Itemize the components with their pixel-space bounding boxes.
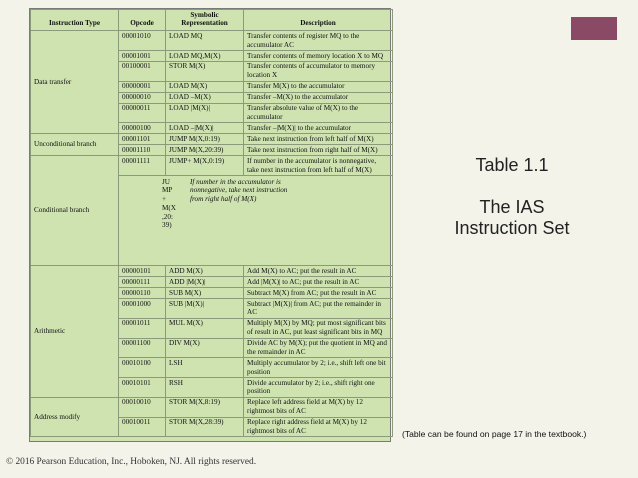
- title-line-ias: The IAS: [479, 196, 545, 217]
- opcode-cell: 00001010: [119, 31, 166, 51]
- textbook-footnote: (Table can be found on page 17 in the textbook.): [402, 429, 587, 439]
- opcode-cell: 00001000: [119, 299, 166, 319]
- description-cell: Multiply M(X) by MQ; put most significant bits of result in AC, put least significant bits in MQ: [244, 318, 393, 338]
- symbolic-cell: ADD M(X): [166, 266, 244, 277]
- symbolic-cell: JUMP M(X,20:39): [166, 145, 244, 156]
- header-instruction-type: Instruction Type: [31, 10, 119, 31]
- opcode-cell: 00000010: [119, 92, 166, 103]
- decorative-accent-box: [571, 17, 617, 40]
- opcode-cell: 00000110: [119, 288, 166, 299]
- nested-symbolic-line: M(X: [162, 203, 176, 212]
- nested-symbolic-line: JU: [162, 177, 170, 186]
- description-cell: Transfer contents of memory location X to MQ: [244, 50, 393, 61]
- opcode-cell: 00000011: [119, 103, 166, 123]
- description-cell: Take next instruction from left half of M(X): [244, 134, 393, 145]
- nested-description: If number in the accumulator is nonnegative, take next instruction from right half of M(X): [190, 177, 288, 204]
- instruction-table: [30, 9, 393, 437]
- opcode-cell: 00000100: [119, 123, 166, 134]
- description-cell: Transfer absolute value of M(X) to the accumulator: [244, 103, 393, 123]
- description-cell: Transfer M(X) to the accumulator: [244, 81, 393, 92]
- opcode-cell: 00001101: [119, 134, 166, 145]
- nested-instruction: [122, 178, 389, 231]
- description-cell: Add |M(X)| to AC; put the result in AC: [244, 277, 393, 288]
- description-cell: Transfer –M(X) to the accumulator: [244, 92, 393, 103]
- table-row: [31, 397, 393, 417]
- symbolic-cell: LSH: [166, 358, 244, 378]
- symbolic-cell: SUB |M(X)|: [166, 299, 244, 319]
- symbolic-cell: LOAD MQ: [166, 31, 244, 51]
- title-spacer: [412, 177, 612, 197]
- symbolic-cell: LOAD –M(X): [166, 92, 244, 103]
- table-header-row: [31, 10, 393, 31]
- opcode-cell: 00100001: [119, 61, 166, 81]
- symbolic-cell: LOAD M(X): [166, 81, 244, 92]
- symbolic-cell: JUMP+ M(X,0:19): [166, 156, 244, 176]
- symbolic-cell: JUMP M(X,0:19): [166, 134, 244, 145]
- description-cell: Divide accumulator by 2; i.e., shift right one position: [244, 378, 393, 398]
- opcode-cell: 00001001: [119, 50, 166, 61]
- symbolic-cell: STOR M(X,28:39): [166, 417, 244, 437]
- symbolic-cell: LOAD |M(X)|: [166, 103, 244, 123]
- description-cell: Add M(X) to AC; put the result in AC: [244, 266, 393, 277]
- description-cell: Transfer contents of register MQ to the accumulator AC: [244, 31, 393, 51]
- symbolic-cell: LOAD –|M(X)|: [166, 123, 244, 134]
- opcode-cell: 00010100: [119, 358, 166, 378]
- instruction-type-cell: Arithmetic: [31, 266, 119, 398]
- nested-symbolic-line: MP: [162, 186, 173, 195]
- copyright-notice: © 2016 Pearson Education, Inc., Hoboken, NJ. All rights reserved.: [6, 457, 257, 467]
- description-cell: Multiply accumulator by 2; i.e., shift left one bit position: [244, 358, 393, 378]
- instruction-type-cell: Address modify: [31, 397, 119, 437]
- opcode-cell: 00000111: [119, 277, 166, 288]
- nested-symbolic: [162, 178, 180, 231]
- symbolic-cell: LOAD MQ,M(X): [166, 50, 244, 61]
- description-cell: Replace right address field at M(X) by 12 rightmost bits of AC: [244, 417, 393, 437]
- ias-instruction-table: [29, 8, 391, 442]
- description-cell: Divide AC by M(X); put the quotient in MQ and the remainder in AC: [244, 338, 393, 358]
- header-description: Description: [244, 10, 393, 31]
- symbolic-cell: STOR M(X,8:19): [166, 397, 244, 417]
- nested-instruction-cell: [119, 175, 393, 265]
- nested-symbolic-line: 39): [162, 221, 172, 230]
- instruction-type-cell: Unconditional branch: [31, 134, 119, 156]
- description-cell: Subtract M(X) from AC; put the result in AC: [244, 288, 393, 299]
- symbolic-cell: ADD |M(X)|: [166, 277, 244, 288]
- description-cell: Take next instruction from right half of M(X): [244, 145, 393, 156]
- nested-symbolic-line: +: [162, 195, 167, 204]
- description-cell: Subtract |M(X)| from AC; put the remainder in AC: [244, 299, 393, 319]
- header-opcode: Opcode: [119, 10, 166, 31]
- opcode-cell: 00001100: [119, 338, 166, 358]
- description-cell: Transfer contents of accumulator to memory location X: [244, 61, 393, 81]
- symbolic-cell: STOR M(X): [166, 61, 244, 81]
- table-row: [31, 156, 393, 176]
- table-row: [31, 266, 393, 277]
- header-symbolic-representation: Symbolic Representation: [166, 10, 244, 31]
- title-line-instruction-set: Instruction Set: [454, 218, 570, 239]
- nested-symbolic-line: ,20:: [162, 212, 173, 221]
- symbolic-cell: DIV M(X): [166, 338, 244, 358]
- symbolic-cell: SUB M(X): [166, 288, 244, 299]
- opcode-cell: 00001111: [119, 156, 166, 176]
- instruction-type-cell: Data transfer: [31, 31, 119, 134]
- opcode-cell: 00010011: [119, 417, 166, 437]
- table-row: [31, 31, 393, 51]
- table-body: [31, 31, 393, 437]
- symbolic-cell: MUL M(X): [166, 318, 244, 338]
- description-cell: Replace left address field at M(X) by 12 rightmost bits of AC: [244, 397, 393, 417]
- description-cell: If number in the accumulator is nonnegative, take next instruction from left half of M(X): [244, 156, 393, 176]
- opcode-cell: 00001110: [119, 145, 166, 156]
- opcode-cell: 00010010: [119, 397, 166, 417]
- symbolic-cell: RSH: [166, 378, 244, 398]
- table-row: [31, 134, 393, 145]
- instruction-type-cell: Conditional branch: [31, 156, 119, 266]
- opcode-cell: 00000101: [119, 266, 166, 277]
- slide-title: [412, 155, 612, 240]
- opcode-cell: 00001011: [119, 318, 166, 338]
- opcode-cell: 00010101: [119, 378, 166, 398]
- opcode-cell: 00000001: [119, 81, 166, 92]
- title-table-number: Table 1.1: [475, 155, 549, 175]
- description-cell: Transfer –|M(X)| to the accumulator: [244, 123, 393, 134]
